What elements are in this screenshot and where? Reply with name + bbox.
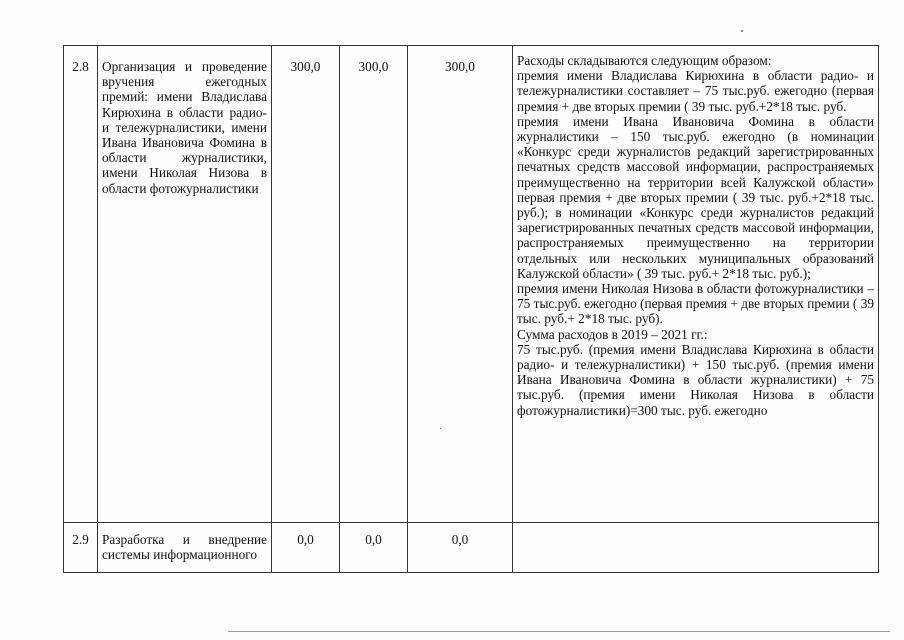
row-number: 2.9 xyxy=(64,523,98,573)
justification-paragraph: премия имени Ивана Ивановича Фомина в области журналистики – 150 тыс.руб. ежегодно (в номинации «Конкурс среди журналистов редакций зарегистрированных печатных средств массовой информации, распространяемых преимущественно на территории всей Калужской области» первая премия + две вторых премии ( 39 тыс. руб.+2*18 тыс. руб.); в номинации «Конкурс среди журналистов редакций зарегистрированных печатных средств массовой информации, распространяемых преимущественно на территории отдельных или нескольких муниципальных образований Калужской области» ( 39 тыс. руб.+ 2*18 тыс. руб.); xyxy=(517,113,874,281)
scan-edge-line xyxy=(228,631,890,632)
budget-table xyxy=(63,45,879,573)
expense-justification xyxy=(513,523,879,573)
table-row xyxy=(64,523,879,573)
value-year-1: 300,0 xyxy=(272,46,340,523)
row-number: 2.8 xyxy=(64,46,98,523)
table-row xyxy=(64,46,879,523)
justification-paragraph: Сумма расходов в 2019 – 2021 гг.: xyxy=(517,326,708,342)
justification-paragraph: Расходы складываются следующим образом: xyxy=(517,53,772,68)
value-year-2: 0,0 xyxy=(340,523,408,573)
expense-justification xyxy=(513,46,879,523)
value-year-3: 300,0 xyxy=(408,46,513,523)
value-year-3: 0,0 xyxy=(408,523,513,573)
value-year-2: 300,0 xyxy=(340,46,408,523)
activity-name: Организация и проведение вручения ежегодных премий: имени Владислава Кирюхина в области радио- и тележурналистики, имени Ивана Ивановича Фомина в области журналистики, имени Николая Низова в области фотожурналистики xyxy=(98,46,272,523)
scan-speck xyxy=(741,30,743,32)
activity-name: Разработка и внедрение системы информационного xyxy=(98,523,272,573)
justification-paragraph: 75 тыс.руб. (премия имени Владислава Кирюхина в области радио- и тележурналистики) + 150 тыс.руб. (премия имени Ивана Ивановича Фомина в области журналистики) + 75 тыс.руб. (премия имени Николая Низова в области фотожурналистики)=300 тыс. руб. ежегодно xyxy=(517,341,874,418)
justification-paragraph: премия имени Николая Низова в области фотожурналистики – 75 тыс.руб. ежегодно (первая премия + две вторых премии ( 39 тыс. руб.+ 2*18 тыс. руб). xyxy=(517,281,874,327)
value-year-1: 0,0 xyxy=(272,523,340,573)
justification-paragraph: премия имени Владислава Кирюхина в области радио- и тележурналистики составляет – 75 тыс.руб. ежегодно (первая премия + две вторых премии ( 39 тыс. руб.+2*18 тыс. руб. xyxy=(517,68,874,114)
